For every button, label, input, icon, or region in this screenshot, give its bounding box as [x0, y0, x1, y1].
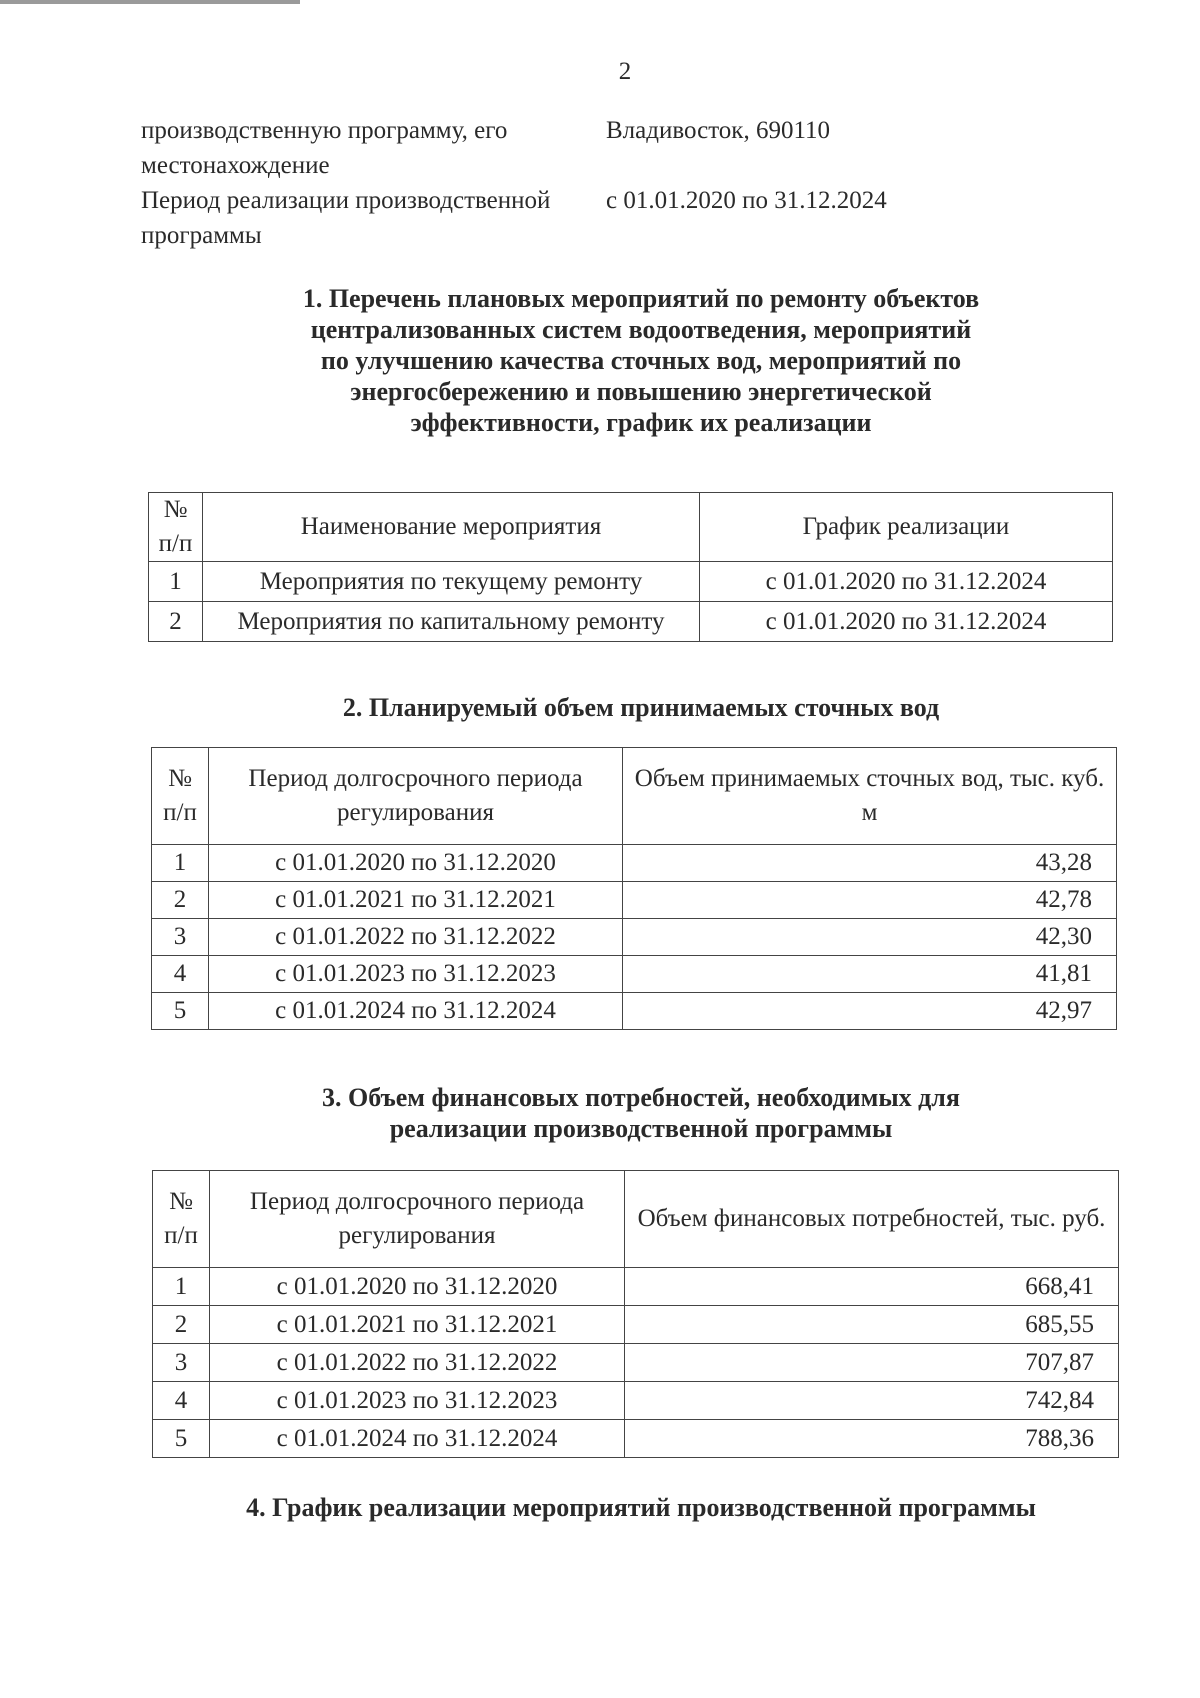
header-number: № п/п — [149, 493, 203, 562]
table-row — [153, 1420, 1119, 1458]
table-header-row — [152, 748, 1117, 845]
header-period: Период долгосрочного периода регулирования — [209, 748, 623, 845]
header-finance: Объем финансовых потребностей, тыс. руб. — [625, 1171, 1119, 1268]
row-volume: 42,97 — [623, 993, 1117, 1030]
row-period: с 01.01.2024 по 31.12.2024 — [210, 1420, 625, 1458]
table-header-row — [153, 1171, 1119, 1268]
section3-title: 3. Объем финансовых потребностей, необходимых для реализации производственной программы — [322, 1083, 960, 1143]
row-number: 4 — [153, 1382, 210, 1420]
row-volume: 42,30 — [623, 919, 1117, 956]
info-value-period: с 01.01.2020 по 31.12.2024 — [606, 187, 887, 214]
row-number: 5 — [153, 1420, 210, 1458]
row-number: 2 — [149, 602, 203, 642]
table-row — [152, 919, 1117, 956]
table-row — [152, 882, 1117, 919]
row-period: с 01.01.2022 по 31.12.2022 — [210, 1344, 625, 1382]
header-number: № п/п — [153, 1171, 210, 1268]
row-period: с 01.01.2021 по 31.12.2021 — [210, 1306, 625, 1344]
wastewater-volume-table — [151, 747, 1117, 1030]
table-row — [149, 562, 1113, 602]
row-volume: 41,81 — [623, 956, 1117, 993]
row-schedule: с 01.01.2020 по 31.12.2024 — [700, 562, 1113, 602]
row-number: 1 — [152, 845, 209, 882]
row-number: 1 — [149, 562, 203, 602]
scan-edge-line — [0, 0, 300, 4]
row-activity: Мероприятия по капитальному ремонту — [203, 602, 700, 642]
info-value-location: Владивосток, 690110 — [606, 117, 831, 144]
row-number: 2 — [153, 1306, 210, 1344]
header-number: № п/п — [152, 748, 209, 845]
table-row — [153, 1306, 1119, 1344]
row-period: с 01.01.2022 по 31.12.2022 — [209, 919, 623, 956]
row-number: 1 — [153, 1268, 210, 1306]
info-label-period: Период реализации производственной программы — [141, 187, 551, 249]
table-row — [152, 845, 1117, 882]
row-volume: 42,78 — [623, 882, 1117, 919]
row-volume: 43,28 — [623, 845, 1117, 882]
table-header-row — [149, 493, 1113, 562]
header-volume: Объем принимаемых сточных вод, тыс. куб. м — [623, 748, 1117, 845]
financial-needs-table — [152, 1170, 1119, 1458]
row-finance: 668,41 — [625, 1268, 1119, 1306]
row-period: с 01.01.2024 по 31.12.2024 — [209, 993, 623, 1030]
repairs-table — [148, 492, 1113, 642]
row-number: 3 — [153, 1344, 210, 1382]
info-row — [141, 113, 1041, 183]
info-label-location: производственную программу, его местонахождение — [141, 117, 508, 179]
section4-title: 4. График реализации мероприятий производственной программы — [246, 1493, 1036, 1522]
table-row — [152, 993, 1117, 1030]
row-period: с 01.01.2023 по 31.12.2023 — [210, 1382, 625, 1420]
row-activity: Мероприятия по текущему ремонту — [203, 562, 700, 602]
row-period: с 01.01.2021 по 31.12.2021 — [209, 882, 623, 919]
header-period: Период долгосрочного периода регулирования — [210, 1171, 625, 1268]
section1-title: 1. Перечень плановых мероприятий по ремонту объектов централизованных систем водоотведения, мероприятий по улучшению качества сточных вод, мероприятий по энергосбережению и повышению энергетической эффективности, график их реализации — [302, 284, 980, 437]
section2-title: 2. Планируемый объем принимаемых сточных вод — [342, 693, 940, 722]
row-number: 3 — [152, 919, 209, 956]
page-number: 2 — [618, 58, 632, 85]
row-number: 4 — [152, 956, 209, 993]
header-schedule: График реализации — [700, 493, 1113, 562]
table-row — [149, 602, 1113, 642]
row-number: 5 — [152, 993, 209, 1030]
row-schedule: с 01.01.2020 по 31.12.2024 — [700, 602, 1113, 642]
row-period: с 01.01.2020 по 31.12.2020 — [210, 1268, 625, 1306]
info-row — [141, 183, 1041, 253]
header-info — [141, 113, 1041, 253]
row-number: 2 — [152, 882, 209, 919]
table-row — [152, 956, 1117, 993]
header-activity: Наименование мероприятия — [203, 493, 700, 562]
row-finance: 685,55 — [625, 1306, 1119, 1344]
row-finance: 707,87 — [625, 1344, 1119, 1382]
table-row — [153, 1268, 1119, 1306]
row-period: с 01.01.2023 по 31.12.2023 — [209, 956, 623, 993]
table-row — [153, 1382, 1119, 1420]
row-finance: 788,36 — [625, 1420, 1119, 1458]
row-finance: 742,84 — [625, 1382, 1119, 1420]
row-period: с 01.01.2020 по 31.12.2020 — [209, 845, 623, 882]
table-row — [153, 1344, 1119, 1382]
